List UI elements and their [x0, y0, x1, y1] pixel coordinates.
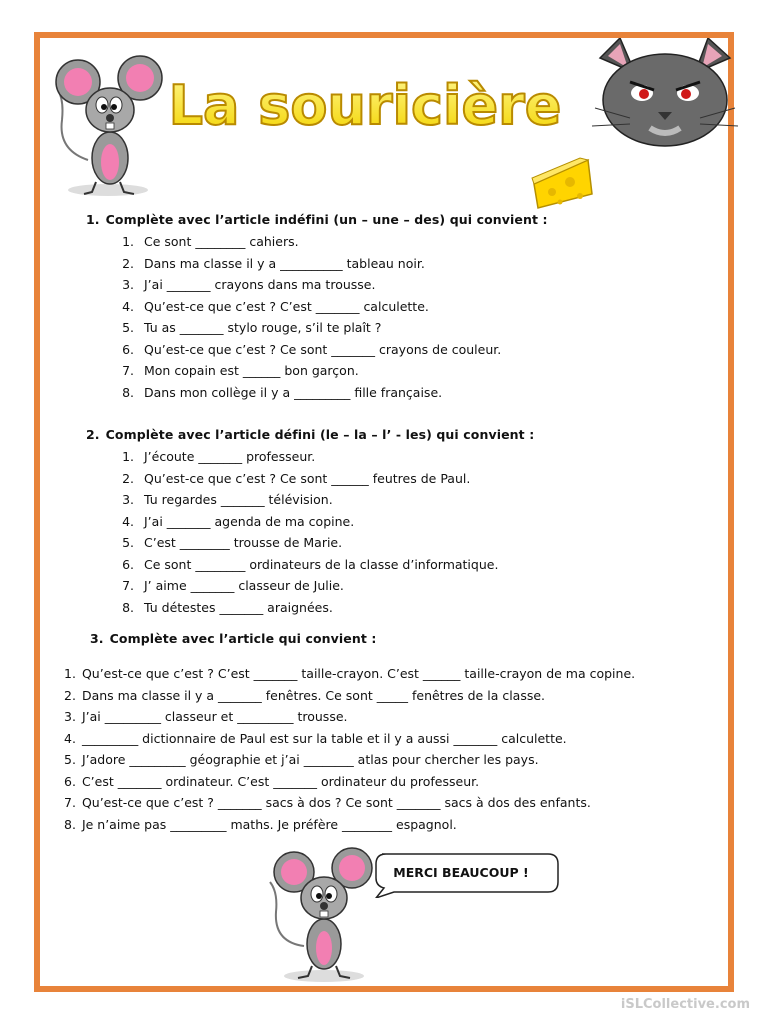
cheese-illustration — [530, 156, 596, 211]
exercise-2-list — [112, 446, 498, 618]
list-item: 8. Je n’aime pas _________ maths. Je préfère ________ espagnol. — [64, 816, 457, 832]
exercise-1-list — [112, 231, 501, 403]
list-item: 5. Tu as _______ stylo rouge, s’il te plaît ? — [122, 320, 382, 335]
list-item: 6. Ce sont ________ ordinateurs de la classe d’informatique. — [122, 556, 499, 572]
mouse-illustration-bottom — [262, 846, 382, 986]
list-item: 2. Qu’est-ce que c’est ? Ce sont ______ feutres de Paul. — [122, 470, 471, 486]
exercise-3-heading: 3. Complète avec l’article qui convient : — [90, 631, 377, 646]
exercise-1-heading: 1. Complète avec l’article indéfini (un – une – des) qui convient : — [86, 212, 548, 227]
list-item: 1. J’écoute _______ professeur. — [122, 449, 316, 464]
watermark: iSLCollective.com — [620, 997, 750, 1012]
list-item: 7. Qu’est-ce que c’est ? _______ sacs à dos ? Ce sont _______ sacs à dos des enfants. — [64, 795, 591, 810]
list-item: 2. Dans ma classe il y a _______ fenêtres. Ce sont _____ fenêtres de la classe. — [64, 687, 546, 703]
list-item: 4. J’ai _______ agenda de ma copine. — [122, 513, 355, 529]
list-item: 1. Ce sont ________ cahiers. — [122, 234, 299, 249]
list-item: 8. Tu détestes _______ araignées. — [122, 599, 333, 615]
cat-illustration — [590, 38, 740, 153]
list-item: 3. J’ai _________ classeur et _________ trousse. — [64, 709, 348, 724]
list-item: 4. Qu’est-ce que c’est ? C’est _______ calculette. — [122, 298, 429, 314]
list-item: 3. J’ai _______ crayons dans ma trousse. — [122, 277, 376, 292]
list-item: 7. J’ aime _______ classeur de Julie. — [122, 578, 344, 593]
list-item: 2. Dans ma classe il y a __________ tableau noir. — [122, 255, 425, 271]
list-item: 5. C’est ________ trousse de Marie. — [122, 535, 343, 550]
list-item: 5. J’adore _________ géographie et j’ai ________ atlas pour chercher les pays. — [64, 752, 539, 767]
list-item: 8. Dans mon collège il y a _________ fille française. — [122, 384, 443, 400]
list-item: 1. Qu’est-ce que c’est ? C’est _______ taille-crayon. C’est ______ taille-crayon de ma copine. — [64, 666, 636, 681]
mouse-illustration — [48, 50, 168, 200]
list-item: 7. Mon copain est ______ bon garçon. — [122, 363, 359, 378]
list-item: 6. C’est _______ ordinateur. C’est _______ ordinateur du professeur. — [64, 773, 480, 789]
exercise-2-heading: 2. Complète avec l’article défini (le – la – l’ - les) qui convient : — [86, 427, 535, 442]
page-title: La souricière — [168, 74, 562, 137]
title-wordart — [160, 62, 570, 144]
list-item: 3. Tu regardes _______ télévision. — [122, 492, 333, 507]
list-item: 6. Qu’est-ce que c’est ? Ce sont _______ crayons de couleur. — [122, 341, 502, 357]
list-item: 4. _________ dictionnaire de Paul est sur la table et il y a aussi _______ calculette. — [64, 730, 567, 746]
exercise-3-list — [64, 663, 635, 835]
bubble-text: MERCI BEAUCOUP ! — [393, 864, 529, 880]
